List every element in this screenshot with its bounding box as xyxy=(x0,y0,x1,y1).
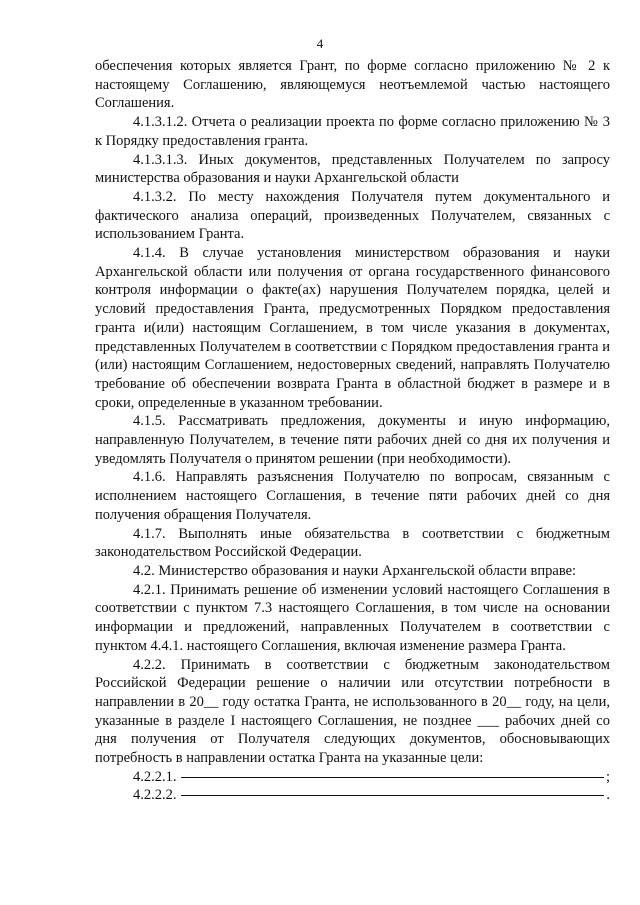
fill-item-terminator: . xyxy=(606,787,610,804)
paragraph-4-1-6: 4.1.6. Направлять разъяснения Получателю по вопросам, связанным с исполнением настоящего Соглашения, в течение пяти рабочих дней со дня получения обращения Получателя. xyxy=(95,469,610,523)
paragraph-4-2-1: 4.2.1. Принимать решение об изменении условий настоящего Соглашения в соответствии с пунктом 7.3 настоящего Соглашения, в том числе на основании информации и предложений, направленных Получателем в соответствии с пунктом 4.4.1. настоящего Соглашения, включая изменение размера Гранта. xyxy=(95,581,610,654)
fill-item-number: 4.2.2.1. xyxy=(133,768,177,785)
paragraph-4-1-3-1-2: 4.1.3.1.2. Отчета о реализации проекта по форме согласно приложению № 3 к Порядку предоставления гранта. xyxy=(95,114,610,149)
fill-item-4-2-2-1 xyxy=(95,768,610,787)
paragraph-4-1-3-2: 4.1.3.2. По месту нахождения Получателя путем документального и фактического анализа операций, произведенных Получателем, связанных с использованием Гранта. xyxy=(95,188,610,243)
paragraph-continuation: обеспечения которых является Грант, по форме согласно приложению № 2 к настоящему Соглашению, являющемуся неотъемлемой частью настоящего Соглашения. xyxy=(95,58,610,112)
paragraph-4-2: 4.2. Министерство образования и науки Архангельской области вправе: xyxy=(133,562,577,579)
paragraph-4-1-7: 4.1.7. Выполнять иные обязательства в соответствии с бюджетным законодательством Российской Федерации. xyxy=(95,525,610,561)
paragraph-4-1-4: 4.1.4. В случае установления министерством образования и науки Архангельской области или получения от органа государственного финансового контроля информации о факте(ах) нарушения Получателем порядка, целей и условий предоставления Гранта, предусмотренных Порядком предоставления гранта и(или) настоящим Соглашением, в том числе указания в документах, представленных Получателем в соответствии с Порядком предоставления гранта и (или) настоящим Соглашением, недостоверных сведений, направлять Получателю требование об обеспечении возврата Гранта в областной бюджет в размере и в сроки, определенные в указанном требовании. xyxy=(95,245,610,411)
paragraph-4-2-2: 4.2.2. Принимать в соответствии с бюджетным законодательством Российской Федерации решение о наличии или отсутствии потребности в направлении в 20__ году остатка Гранта, не использованного в 20__ году, на цели, указанные в разделе I настоящего Соглашения, не позднее ___ рабочих дней со дня получения от Получателя следующих документов, обосновывающих потребность в направлении остатка Гранта на указанные цели: xyxy=(95,656,610,767)
fill-in-blank-line xyxy=(181,777,604,778)
page-number: 4 xyxy=(316,36,324,51)
paragraph-4-1-3-1-3: 4.1.3.1.3. Иных документов, представленных Получателем по запросу министерства образования и науки Архангельской области xyxy=(95,151,610,187)
fill-item-terminator: ; xyxy=(605,768,610,785)
fill-item-number: 4.2.2.2. xyxy=(133,787,177,804)
fill-in-blank-line xyxy=(181,795,605,796)
document-body xyxy=(95,57,610,805)
fill-item-4-2-2-2 xyxy=(95,786,610,805)
paragraph-4-1-5: 4.1.5. Рассматривать предложения, документы и иную информацию, направленную Получателем, в течение пяти рабочих дней со дня их получения и уведомлять Получателя о принятом решении (при необходимости). xyxy=(95,413,610,467)
